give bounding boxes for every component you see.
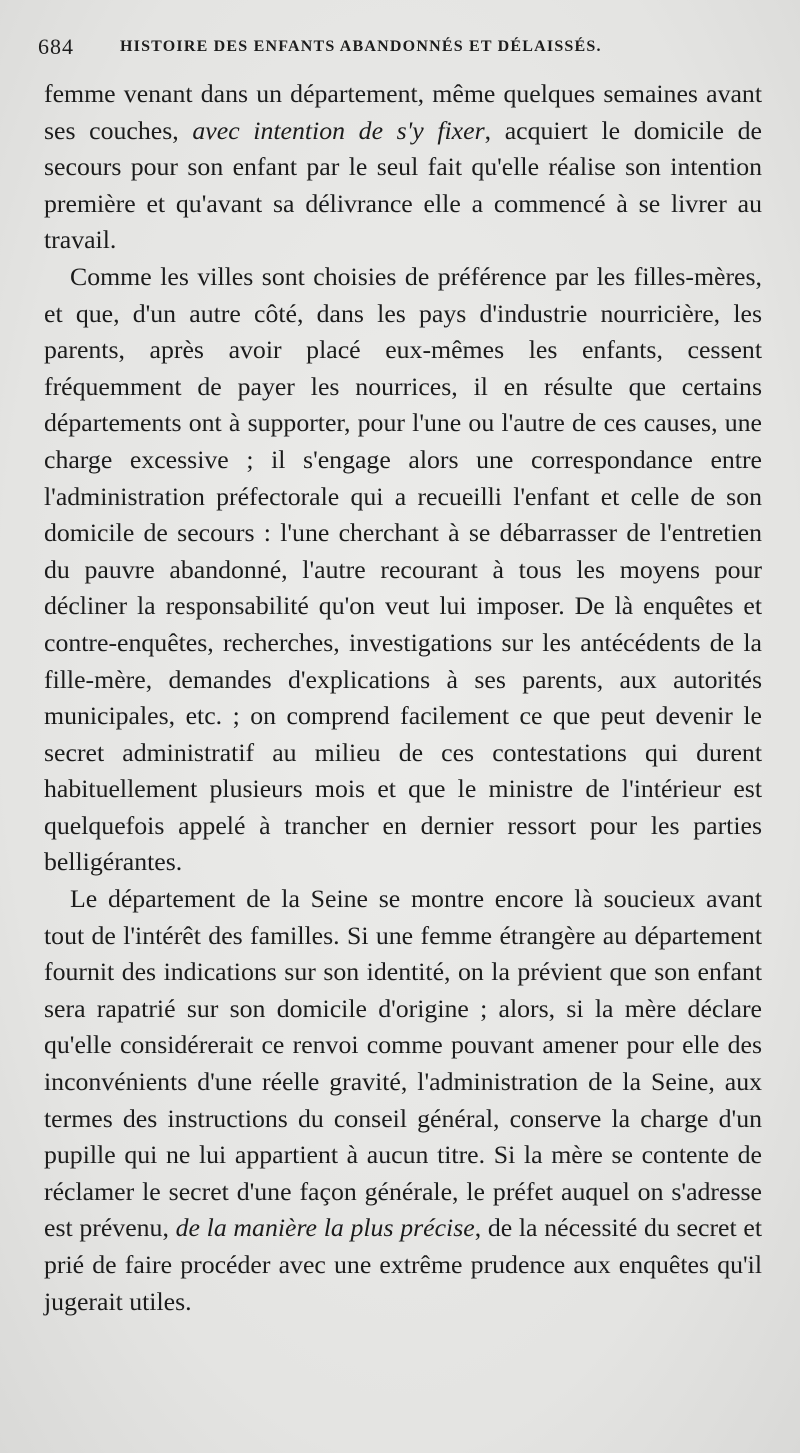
text-run: , de la nécessité du secret et prié de faire procéder avec une extrême prudence aux enquêtes qu'il jugerait utiles. bbox=[44, 1213, 762, 1316]
page-number: 684 bbox=[38, 34, 74, 59]
paragraph bbox=[44, 76, 762, 259]
body-text bbox=[44, 76, 762, 1320]
running-head bbox=[38, 32, 762, 62]
paragraph bbox=[44, 259, 762, 881]
text-run: , acquiert le domicile de secours pour son enfant par le seul fait qu'elle réalise son intention première et qu'avant sa délivrance elle a commencé à se livrer au travail. bbox=[44, 115, 762, 255]
paragraph bbox=[44, 881, 762, 1320]
text-run: femme venant dans un département, même quelques semaines avant ses couches, bbox=[44, 79, 762, 145]
text-run: Comme les villes sont choisies de préférence par les filles-mères, et que, d'un autre côté, dans les pays d'industrie nourricière, les parents, après avoir placé eux-mêmes les enfants, cessent fréquemment de payer les nourrices, il en résulte que certains départements ont à supporter, pour l'une ou l'autre de ces causes, une charge excessive ; il s'engage alors une correspondance entre l'administration préfectorale qui a recueilli l'enfant et celle de son domicile de secours : l'une cherchant à se débarrasser de l'entretien du pauvre abandonné, l'autre recourant à tous les moyens pour décliner la responsabilité qu'on veut lui imposer. De là enquêtes et contre-enquêtes, recherches, investigations sur les antécédents de la fille-mère, demandes d'explications à ses parents, aux autorités municipales, etc. ; on comprend facilement ce que peut devenir le secret administratif au milieu de ces contestations qui durent habituellement plusieurs mois et que le ministre de l'intérieur est quelquefois appelé à trancher en dernier ressort pour les parties belligérantes. bbox=[44, 261, 762, 877]
italic-run: de la manière la plus précise bbox=[175, 1213, 475, 1243]
italic-run: avec intention de s'y fixer bbox=[192, 115, 485, 145]
running-title: HISTOIRE DES ENFANTS ABANDONNÉS ET DÉLAISSÉS. bbox=[120, 38, 602, 55]
text-run: Le département de la Seine se montre encore là soucieux avant tout de l'intérêt des familles. Si une femme étrangère au département fournit des indications sur son identité, on la prévient que son enfant sera rapatrié sur son domicile d'origine ; alors, si la mère déclare qu'elle considérerait ce renvoi comme pouvant amener pour elle des inconvénients d'une réelle gravité, l'administration de la Seine, aux termes des instructions du conseil général, conserve la charge d'un pupille qui ne lui appartient à aucun titre. Si la mère se contente de réclamer le secret d'une façon générale, le préfet auquel on s'adresse est prévenu, bbox=[44, 884, 762, 1243]
